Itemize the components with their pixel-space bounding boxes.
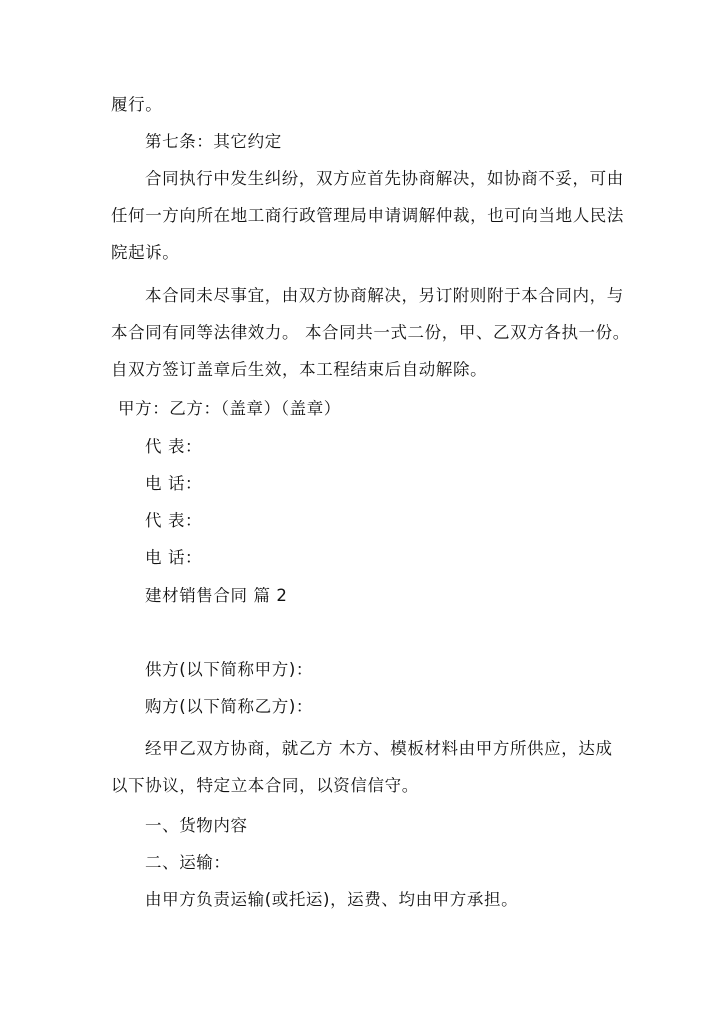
buyer-line: 购方(以下简称乙方)：: [145, 697, 313, 716]
paragraph-line: 自双方签订盖章后生效，本工程结束后自动解除。: [111, 360, 488, 379]
paragraph-line: 院起诉。: [111, 243, 180, 262]
paragraph-line: 以下协议，特定立本合同，以资信信守。: [111, 776, 419, 795]
paragraph-line: 本合同未尽事宜，由双方协商解决，另订附则附于本合同内，与: [145, 286, 624, 305]
paragraph-line: 本合同有同等法律效力。 本合同共一式二份，甲、乙双方各执一份。: [111, 323, 630, 342]
phone-label: 电 话：: [145, 474, 203, 493]
section-heading-transport: 二、运输：: [145, 853, 231, 872]
paragraph-line: 合同执行中发生纠纷，双方应首先协商解决，如协商不妥，可由: [145, 169, 624, 188]
paragraph-line: 任何一方向所在地工商行政管理局申请调解仲裁，也可向当地人民法: [111, 206, 624, 225]
representative-label: 代 表：: [145, 511, 203, 530]
phone-label: 电 话：: [145, 548, 203, 567]
supplier-line: 供方(以下简称甲方)：: [145, 660, 313, 679]
paragraph-line: 履行。: [111, 95, 163, 114]
section-heading-article-7: 第七条：其它约定: [145, 132, 282, 151]
signature-parties-line: 甲方：乙方：（盖章）（盖章）: [118, 399, 341, 418]
representative-label: 代 表：: [145, 437, 203, 456]
paragraph-line: 由甲方负责运输(或托运)，运费、均由甲方承担。: [145, 890, 519, 909]
contract-title: 建材销售合同 篇 2: [145, 586, 288, 605]
section-heading-goods: 一、货物内容: [145, 816, 248, 835]
paragraph-line: 经甲乙双方协商，就乙方 木方、模板材料由甲方所供应，达成: [145, 739, 613, 758]
